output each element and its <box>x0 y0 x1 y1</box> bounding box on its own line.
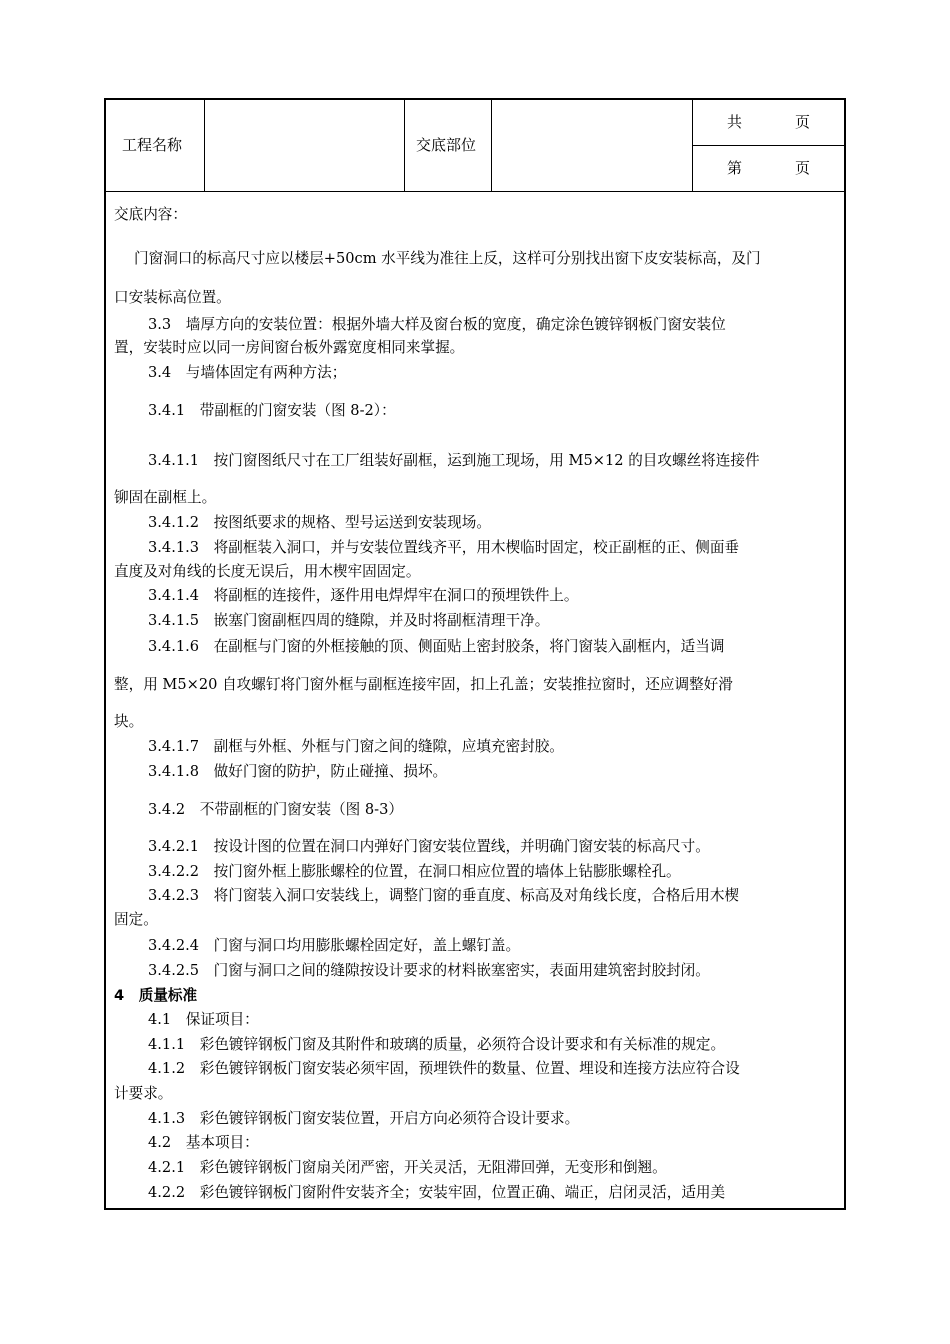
page-cell-divider <box>692 145 846 146</box>
content-line: 3.4.2.5 门窗与洞口之间的缝隙按设计要求的材料嵌塞密实，表面用建筑密封胶封闭。 <box>148 962 710 979</box>
content-line: 直度及对角线的长度无误后，用木楔牢固固定。 <box>114 563 421 580</box>
content-line: 3.4.2.4 门窗与洞口均用膨胀螺栓固定好，盖上螺钉盖。 <box>148 937 521 954</box>
content-line: 3.4.1.6 在副框与门窗的外框接触的顶、侧面贴上密封胶条，将门窗装入副框内，适当调 <box>148 638 725 655</box>
content-line: 3.4.1.5 嵌塞门窗副框四周的缝隙，并及时将副框清理干净。 <box>148 612 550 629</box>
content-line: 整，用 M5×20 自攻螺钉将门窗外框与副框连接牢固，扣上孔盖；安装推拉窗时，还应调整好滑 <box>114 676 733 693</box>
content-line: 4.1.2 彩色镀锌钢板门窗安装必须牢固，预埋铁件的数量、位置、埋设和连接方法应符合设 <box>148 1060 740 1077</box>
total-pages-unit: 页 <box>795 113 811 131</box>
content-line: 4.2 基本项目： <box>148 1134 259 1151</box>
content-line: 固定。 <box>114 911 158 928</box>
content-line: 置，安装时应以同一房间窗台板外露宽度相同来掌握。 <box>114 339 465 356</box>
content-line: 门窗洞口的标高尺寸应以楼层+50cm 水平线为准往上反，这样可分别找出窗下皮安装标高，及门 <box>134 250 761 267</box>
content-line: 3.4.2 不带副框的门窗安装（图 8-3） <box>148 801 403 818</box>
content-line: 3.4.1.1 按门窗图纸尺寸在工厂组装好副框，运到施工现场，用 M5×12 的目攻螺丝将连接件 <box>148 452 760 469</box>
header-divider-4 <box>692 98 693 192</box>
section-heading: 4 质量标准 <box>114 987 198 1004</box>
content-line: 4.1 保证项目： <box>148 1011 259 1028</box>
content-line: 3.4.1.3 将副框装入洞口，并与安装位置线齐平，用木楔临时固定，校正副框的正、侧面垂 <box>148 539 740 556</box>
total-pages-label: 共 <box>727 113 743 131</box>
content-line: 3.4.2.3 将门窗装入洞口安装线上，调整门窗的垂直度、标高及对角线长度，合格后用木楔 <box>148 887 740 904</box>
content-line: 3.4.2.1 按设计图的位置在洞口内弹好门窗安装位置线，并明确门窗安装的标高尺寸。 <box>148 838 710 855</box>
content-line: 4.1.3 彩色镀锌钢板门窗安装位置，开启方向必须符合设计要求。 <box>148 1110 580 1127</box>
content-line: 口安装标高位置。 <box>114 289 231 306</box>
location-label: 交底部位 <box>416 136 477 154</box>
content-line: 3.4.1 带副框的门窗安装（图 8-2）： <box>148 402 396 419</box>
content-line: 计要求。 <box>114 1085 173 1102</box>
content-line: 3.3 墙厚方向的安装位置：根据外墙大样及窗台板的宽度，确定涂色镀锌钢板门窗安装位 <box>148 316 726 333</box>
page-number-unit: 页 <box>795 159 811 177</box>
content-line: 铆固在副框上。 <box>114 489 217 506</box>
content-line: 4.2.1 彩色镀锌钢板门窗扇关闭严密，开关灵活，无阻滞回弹，无变形和倒翘。 <box>148 1159 667 1176</box>
content-line: 3.4.1.7 副框与外框、外框与门窗之间的缝隙，应填充密封胶。 <box>148 738 564 755</box>
project-name-label: 工程名称 <box>122 136 183 154</box>
content-line: 4.1.1 彩色镀锌钢板门窗及其附件和玻璃的质量，必须符合设计要求和有关标准的规定。 <box>148 1036 726 1053</box>
content-line: 块。 <box>114 713 144 730</box>
content-line: 3.4.1.4 将副框的连接件，逐件用电焊焊牢在洞口的预埋铁件上。 <box>148 587 579 604</box>
content-line: 3.4.1.2 按图纸要求的规格、型号运送到安装现场。 <box>148 514 491 531</box>
header-divider-1 <box>204 98 205 192</box>
content-line: 3.4.1.8 做好门窗的防护，防止碰撞、损坏。 <box>148 763 448 780</box>
header-divider-2 <box>404 98 405 192</box>
content-line: 3.4.2.2 按门窗外框上膨胀螺栓的位置，在洞口相应位置的墙体上钻膨胀螺栓孔。 <box>148 863 681 880</box>
page-number-label: 第 <box>727 159 743 177</box>
content-line: 3.4 与墙体固定有两种方法； <box>148 364 347 381</box>
header-bottom-rule <box>104 191 846 192</box>
content-line: 4.2.2 彩色镀锌钢板门窗附件安装齐全；安装牢固，位置正确、端正，启闭灵活，适用美 <box>148 1184 726 1201</box>
content-title: 交底内容： <box>114 206 187 223</box>
header-divider-3 <box>491 98 492 192</box>
